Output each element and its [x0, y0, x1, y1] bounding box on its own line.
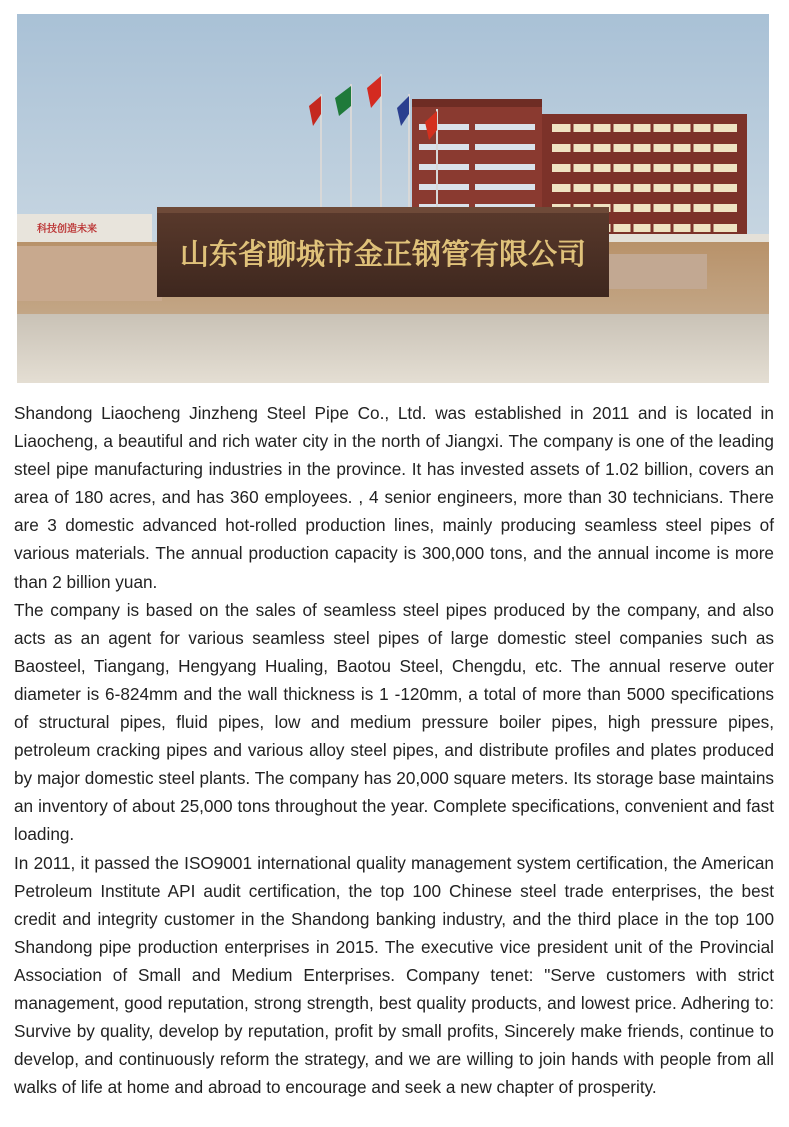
slogan-text: 科技创造未来	[37, 224, 97, 235]
entrance-sign	[157, 207, 609, 297]
paragraph-sales: The company is based on the sales of seamless steel pipes produced by the company, and also acts as an agent for various seamless steel pipes of large domestic steel companies such as Baosteel, Tiangang, Hengyang Hualing, Baotou Steel, Chengdu, etc. The annual reserve outer diameter is 6-824mm and the wall thickness is 1 -120mm, a total of more than 5000 specifications of structural pipes, fluid pipes, low and medium pressure boiler pipes, high pressure pipes, petroleum cracking pipes and various alloy steel pipes, and distribute profiles and plates produced by major domestic steel plants. The company has 20,000 square meters. Its storage base maintains an inventory of about 25,000 tons throughout the year. Complete specifications, convenient and fast loading.	[14, 599, 774, 845]
company-photo	[17, 14, 769, 383]
sign-text: 山东省聊城市金正钢管有限公司	[179, 237, 587, 271]
company-description	[14, 399, 774, 1101]
paragraph-history: Shandong Liaocheng Jinzheng Steel Pipe Co., Ltd. was established in 2011 and is located in Liaocheng, a beautiful and rich water city in the north of Jiangxi. The company is one of the leading steel pipe manufacturing industries in the province. It has invested assets of 1.02 billion, covers an area of 180 acres, and has 360 employees. , 4 senior engineers, more than 30 technicians. There are 3 domestic advanced hot-rolled production lines, mainly producing seamless steel pipes of various materials. The annual production capacity is 300,000 tons, and the annual income is more than 2 billion yuan.	[14, 403, 774, 592]
company-building-image	[17, 14, 769, 383]
paragraph-certifications: In 2011, it passed the ISO9001 international quality management system certification, the American Petroleum Institute API audit certification, the top 100 Chinese steel trade enterprises, the best credit and integrity customer in the Shandong banking industry, and the third place in the top 100 Shandong pipe production enterprises in 2015. The executive vice president unit of the Provincial Association of Small and Medium Enterprises. Company tenet: "Serve customers with strict management, good reputation, strong strength, best quality products, and lowest price. Adhering to: Survive by quality, develop by reputation, profit by small profits, Sincerely make friends, continue to develop, and continuously reform the strategy, and we are willing to join hands with people from all walks of life at home and abroad to encourage and seek a new chapter of prosperity.	[14, 852, 774, 1098]
